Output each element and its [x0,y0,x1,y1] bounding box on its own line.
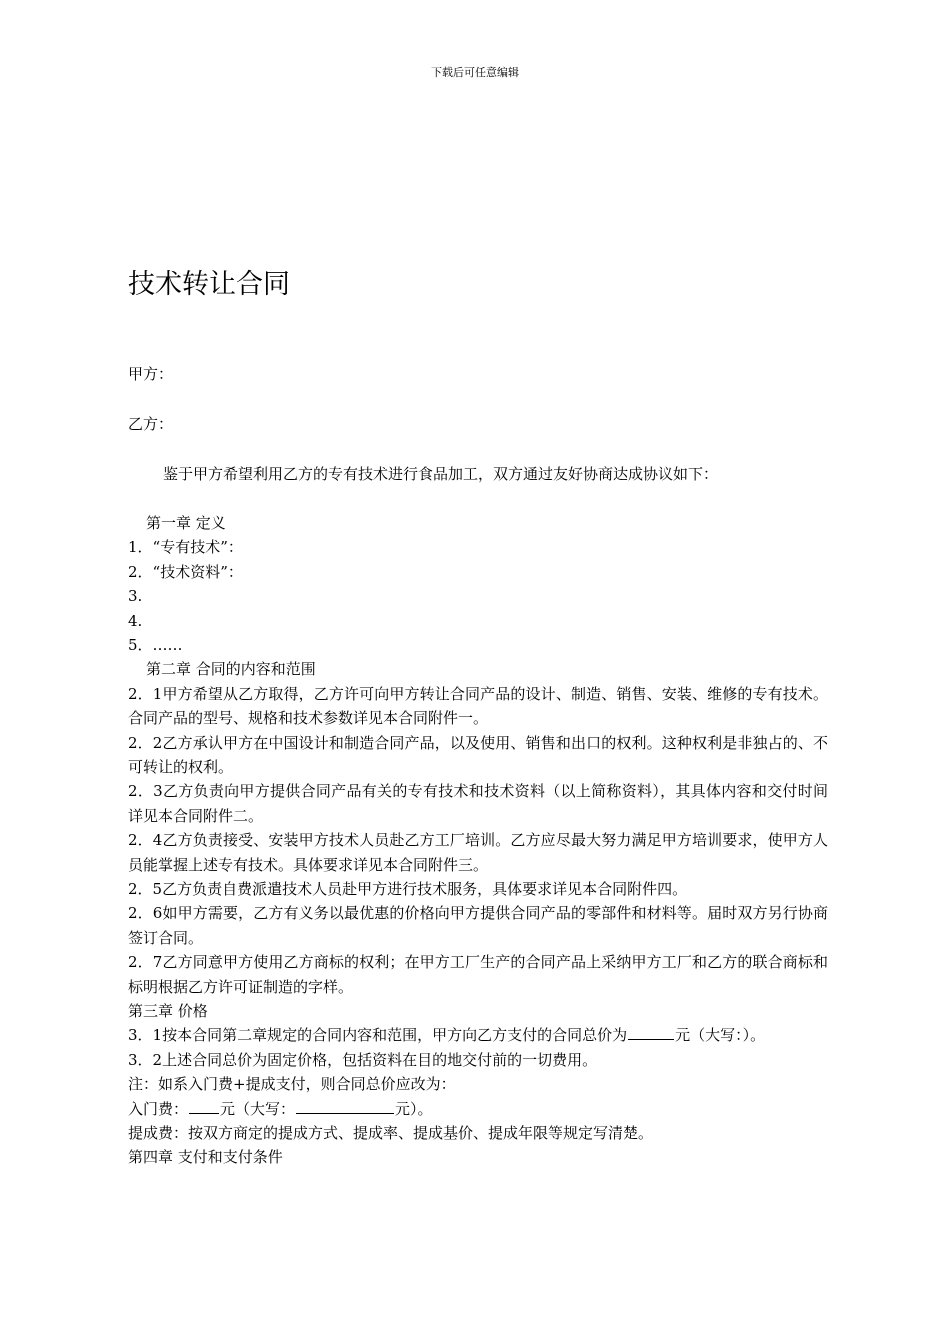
party-b-label: 乙方： [128,415,174,433]
contract-body [128,511,828,1170]
clause-3-1-text-after: 元（大写： [675,1026,743,1045]
definition-item: 5．…… [128,635,183,654]
clause-2-3: 2．3乙方负责向甲方提供合同产品有关的专有技术和技术资料（以上简称资料），其具体内容和交付时间详见本合同附件二。 [128,782,828,825]
entry-fee-label: 入门费： [128,1099,189,1118]
chapter4-heading: 第四章 支付和支付条件 [128,1148,283,1167]
clause-2-2: 2．2乙方承认甲方在中国设计和制造合同产品，以及使用、销售和出口的权利。这种权利是非独占的、不可转让的权利。 [128,733,828,776]
entry-fee-end: 元）。 [395,1099,433,1118]
definition-item: 1．“专有技术”： [128,538,243,557]
party-a-label: 甲方： [128,365,174,383]
clause-3-1-end: ）。 [742,1026,766,1045]
clause-2-6: 2．6如甲方需要，乙方有义务以最优惠的价格向甲方提供合同产品的零部件和材料等。届时双方另行协商签订合同。 [128,904,828,947]
total-price-blank[interactable] [628,1024,674,1040]
definition-item: 2．“技术资料”： [128,562,243,581]
royalty-line: 提成费：按双方商定的提成方式、提成率、提成基价、提成年限等规定写清楚。 [128,1123,654,1142]
chapter3-heading: 第三章 价格 [128,1002,208,1021]
entry-fee-line [128,1097,828,1121]
entry-fee-words-blank[interactable] [296,1098,394,1114]
definition-item: 3. [128,587,143,606]
clause-2-7: 2．7乙方同意甲方使用乙方商标的权利；在甲方工厂生产的合同产品上采纳甲方工厂和乙方的联合商标和标明根据乙方许可证制造的字样。 [128,953,828,996]
header-note: 下载后可任意编辑 [431,66,519,79]
clause-2-4: 2．4乙方负责接受、安装甲方技术人员赴乙方工厂培训。乙方应尽最大努力满足甲方培训要求，使甲方人员能掌握上述专有技术。具体要求详见本合同附件三。 [128,831,828,874]
entry-fee-blank[interactable] [189,1098,219,1114]
clause-3-1-text: 3．1按本合同第二章规定的合同内容和范围，甲方向乙方支付的合同总价为 [128,1026,628,1045]
entry-fee-mid: 元（大写： [220,1099,296,1118]
preamble: 鉴于甲方希望利用乙方的专有技术进行食品加工，双方通过友好协商达成协议如下： [163,465,719,483]
price-note: 注：如系入门费+提成支付，则合同总价应改为： [128,1075,456,1094]
clause-3-2: 3．2上述合同总价为固定价格，包括资料在目的地交付前的一切费用。 [128,1050,598,1069]
clause-2-1: 2．1甲方希望从乙方取得，乙方许可向甲方转让合同产品的设计、制造、销售、安装、维修的专有技术。合同产品的型号、规格和技术参数详见本合同附件一。 [128,684,828,728]
chapter1-heading: 第一章 定义 [146,514,226,532]
clause-2-5: 2．5乙方负责自费派遣技术人员赴甲方进行技术服务，具体要求详见本合同附件四。 [128,879,688,898]
chapter2-heading: 第二章 合同的内容和范围 [146,660,316,679]
clause-3-1 [128,1023,828,1047]
definition-item: 4. [128,611,143,630]
document-title: 技术转让合同 [128,269,290,300]
